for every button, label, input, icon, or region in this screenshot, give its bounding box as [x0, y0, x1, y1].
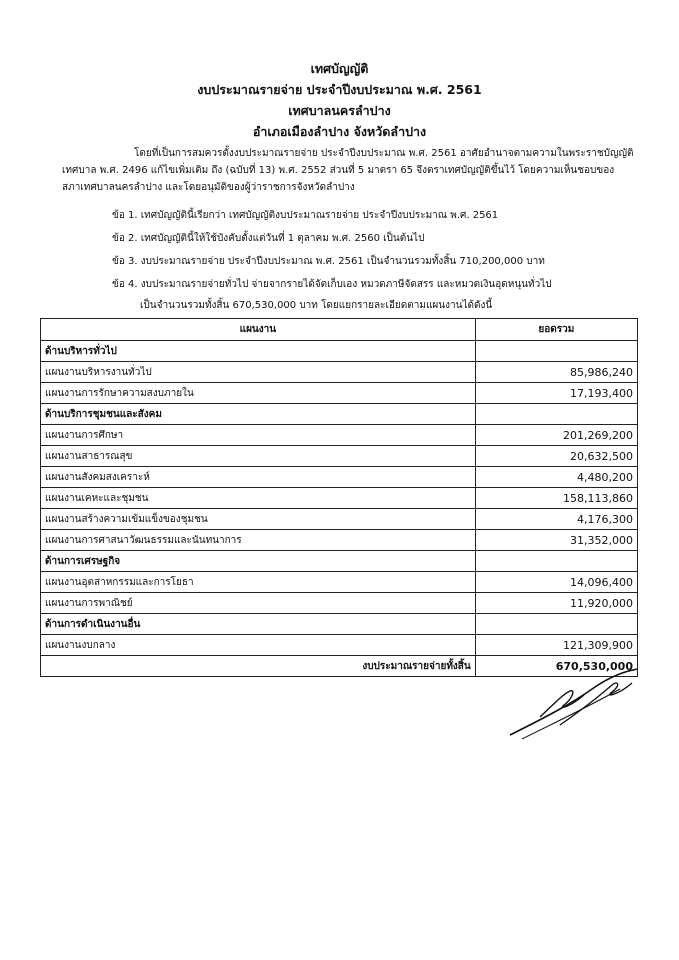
table-row	[41, 446, 638, 467]
plan-label: แผนงานบริหารงานทั่วไป	[41, 362, 476, 383]
clause-2: ข้อ 2. เทศบัญญัตินี้ให้ใช้บังคับตั้งแต่วันที่ 1 ตุลาคม พ.ศ. 2560 เป็นต้นไป	[112, 233, 425, 244]
section-amount-empty	[475, 614, 637, 635]
plan-label: แผนงานงบกลาง	[41, 635, 476, 656]
plan-label: แผนงานการศาสนาวัฒนธรรมและนันทนาการ	[41, 530, 476, 551]
plan-amount: 158,113,860	[475, 488, 637, 509]
section-amount-empty	[475, 551, 637, 572]
plan-amount: 85,986,240	[475, 362, 637, 383]
plan-label: แผนงานการศึกษา	[41, 425, 476, 446]
preamble-line: สภาเทศบาลนครลำปาง และโดยอนุมัติของผู้ว่าราชการจังหวัดลำปาง	[62, 182, 355, 193]
section-amount-empty	[475, 404, 637, 425]
table-row	[41, 509, 638, 530]
plan-label: แผนงานสร้างความเข้มแข็งของชุมชน	[41, 509, 476, 530]
preamble	[62, 145, 632, 196]
header-municipality: เทศบาลนครลำปาง	[288, 103, 391, 118]
plan-amount: 14,096,400	[475, 572, 637, 593]
column-header-plan: แผนงาน	[41, 319, 476, 341]
table-row	[41, 488, 638, 509]
clause-4: ข้อ 4. งบประมาณรายจ่ายทั่วไป จ่ายจากรายได้จัดเก็บเอง หมวดภาษีจัดสรร และหมวดเงินอุดหนุนทั่วไป	[112, 279, 552, 290]
table-row	[41, 467, 638, 488]
plan-amount: 17,193,400	[475, 383, 637, 404]
plan-amount: 20,632,500	[475, 446, 637, 467]
table-row	[41, 530, 638, 551]
plan-label: แผนงานสังคมสงเคราะห์	[41, 467, 476, 488]
section-row	[41, 341, 638, 362]
table-row	[41, 635, 638, 656]
clause-4-continued: เป็นจำนวนรวมทั้งสิ้น 670,530,000 บาท โดยแยกรายละเอียดตามแผนงานได้ดังนี้	[140, 300, 493, 311]
plan-label: แผนงานเคหะและชุมชน	[41, 488, 476, 509]
preamble-line: เทศบาล พ.ศ. 2496 แก้ไขเพิ่มเติม ถึง (ฉบับที่ 13) พ.ศ. 2552 ส่วนที่ 5 มาตรา 65 จึงตราเทศบัญญัติขึ้นไว้ โดยความเห็นชอบของ	[62, 165, 615, 176]
header-subtitle: งบประมาณรายจ่าย ประจำปีงบประมาณ พ.ศ. 2561	[197, 82, 482, 97]
plan-amount: 4,176,300	[475, 509, 637, 530]
preamble-line: โดยที่เป็นการสมควรตั้งงบประมาณรายจ่าย ประจำปีงบประมาณ พ.ศ. 2561 อาศัยอำนาจตามความในพระราชบัญญัติ	[134, 148, 634, 159]
section-row	[41, 404, 638, 425]
clause-3: ข้อ 3. งบประมาณรายจ่าย ประจำปีงบประมาณ พ.ศ. 2561 เป็นจำนวนรวมทั้งสิ้น 710,200,000 บาท	[112, 256, 545, 267]
plan-amount: 11,920,000	[475, 593, 637, 614]
table-row	[41, 383, 638, 404]
table-header-row	[41, 319, 638, 341]
plan-label: แผนงานสาธารณสุข	[41, 446, 476, 467]
signature-mark	[500, 665, 650, 745]
header-title: เทศบัญญัติ	[310, 61, 369, 76]
clauses	[62, 204, 632, 316]
section-row	[41, 614, 638, 635]
section-label: ด้านบริหารทั่วไป	[41, 341, 476, 362]
total-label: งบประมาณรายจ่ายทั้งสิ้น	[41, 656, 476, 677]
section-amount-empty	[475, 341, 637, 362]
total-amount: 670,530,000	[475, 656, 637, 677]
plan-label: แผนงานการรักษาความสงบภายใน	[41, 383, 476, 404]
plan-amount: 31,352,000	[475, 530, 637, 551]
column-header-total: ยอดรวม	[475, 319, 637, 341]
section-label: ด้านการเศรษฐกิจ	[41, 551, 476, 572]
plan-label: แผนงานการพาณิชย์	[41, 593, 476, 614]
document-header	[0, 58, 679, 142]
clause-1: ข้อ 1. เทศบัญญัตินี้เรียกว่า เทศบัญญัติงบประมาณรายจ่าย ประจำปีงบประมาณ พ.ศ. 2561	[112, 210, 499, 221]
plan-amount: 4,480,200	[475, 467, 637, 488]
plan-label: แผนงานอุตสาหกรรมและการโยธา	[41, 572, 476, 593]
table-row	[41, 425, 638, 446]
section-label: ด้านบริการชุมชนและสังคม	[41, 404, 476, 425]
table-row	[41, 362, 638, 383]
section-label: ด้านการดำเนินงานอื่น	[41, 614, 476, 635]
plan-amount: 121,309,900	[475, 635, 637, 656]
header-district: อำเภอเมืองลำปาง จังหวัดลำปาง	[252, 124, 427, 139]
plan-amount: 201,269,200	[475, 425, 637, 446]
table-row	[41, 593, 638, 614]
table-row	[41, 572, 638, 593]
section-row	[41, 551, 638, 572]
budget-table	[40, 318, 638, 677]
